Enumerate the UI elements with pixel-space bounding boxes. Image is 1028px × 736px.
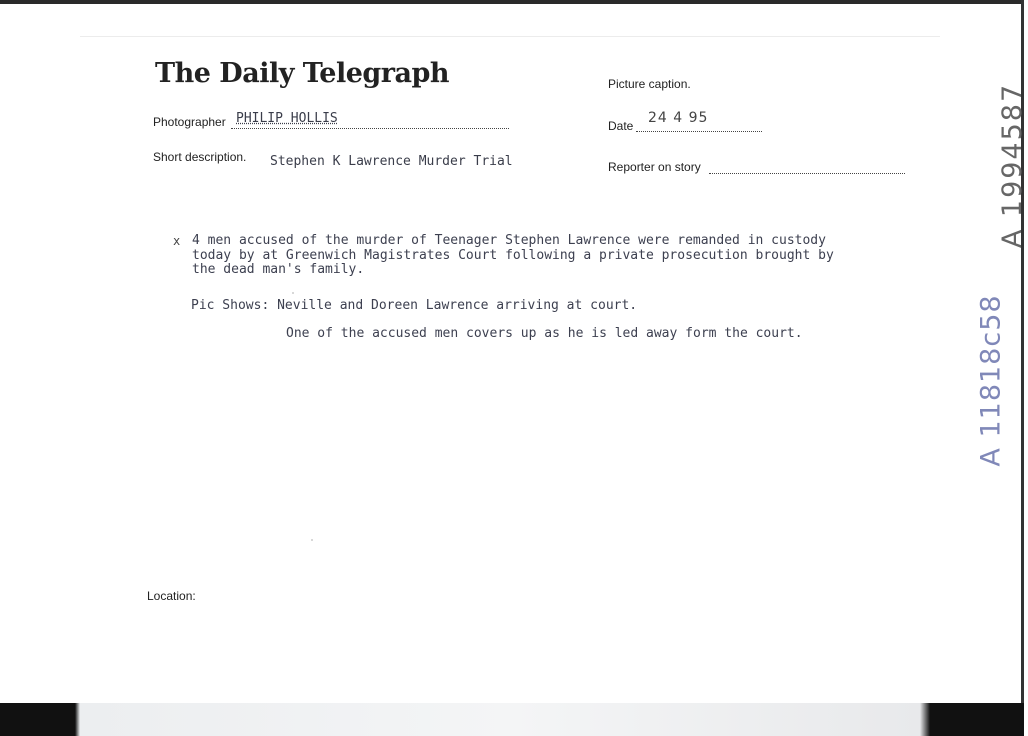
handwritten-reference-code: A 11818c58 <box>975 294 1007 467</box>
masthead-logo: The Daily Telegraph <box>155 58 450 89</box>
date-label: Date <box>608 119 634 133</box>
photographer-label: Photographer <box>153 115 226 129</box>
handwritten-reference-number: A 1994587 <box>997 82 1028 249</box>
top-edge <box>0 0 1024 4</box>
caption-body <box>175 234 834 342</box>
paper-speck <box>311 539 313 541</box>
photographer-dotted-line <box>231 127 509 129</box>
date-value: 24 4 95 <box>648 110 709 126</box>
paper-speck <box>292 292 294 294</box>
short-description-label: Short description. <box>153 150 247 164</box>
reporter-label: Reporter on story <box>608 160 701 174</box>
caption-line-3: the dead man's family. <box>192 262 365 277</box>
faint-rule <box>80 36 940 37</box>
bottom-scan-edge <box>0 703 1024 736</box>
date-dotted-line <box>636 130 762 132</box>
location-label: Location: <box>147 589 196 603</box>
short-description-value: Stephen K Lawrence Murder Trial <box>270 154 513 169</box>
caption-line-2: today by at Greenwich Magistrates Court following a private prosecution brought by <box>192 247 834 263</box>
pic-shows-line-2: One of the accused men covers up as he is led away form the court. <box>286 326 803 341</box>
pic-shows-line: Pic Shows: Neville and Doreen Lawrence arriving at court. <box>191 297 638 313</box>
picture-caption-label: Picture caption. <box>608 77 691 91</box>
reporter-dotted-line <box>709 172 905 174</box>
photographer-value: PHILIP HOLLIS <box>236 111 338 126</box>
caption-marker: x <box>173 234 181 248</box>
caption-line-1: 4 men accused of the murder of Teenager Stephen Lawrence were remanded in custody <box>192 233 826 248</box>
